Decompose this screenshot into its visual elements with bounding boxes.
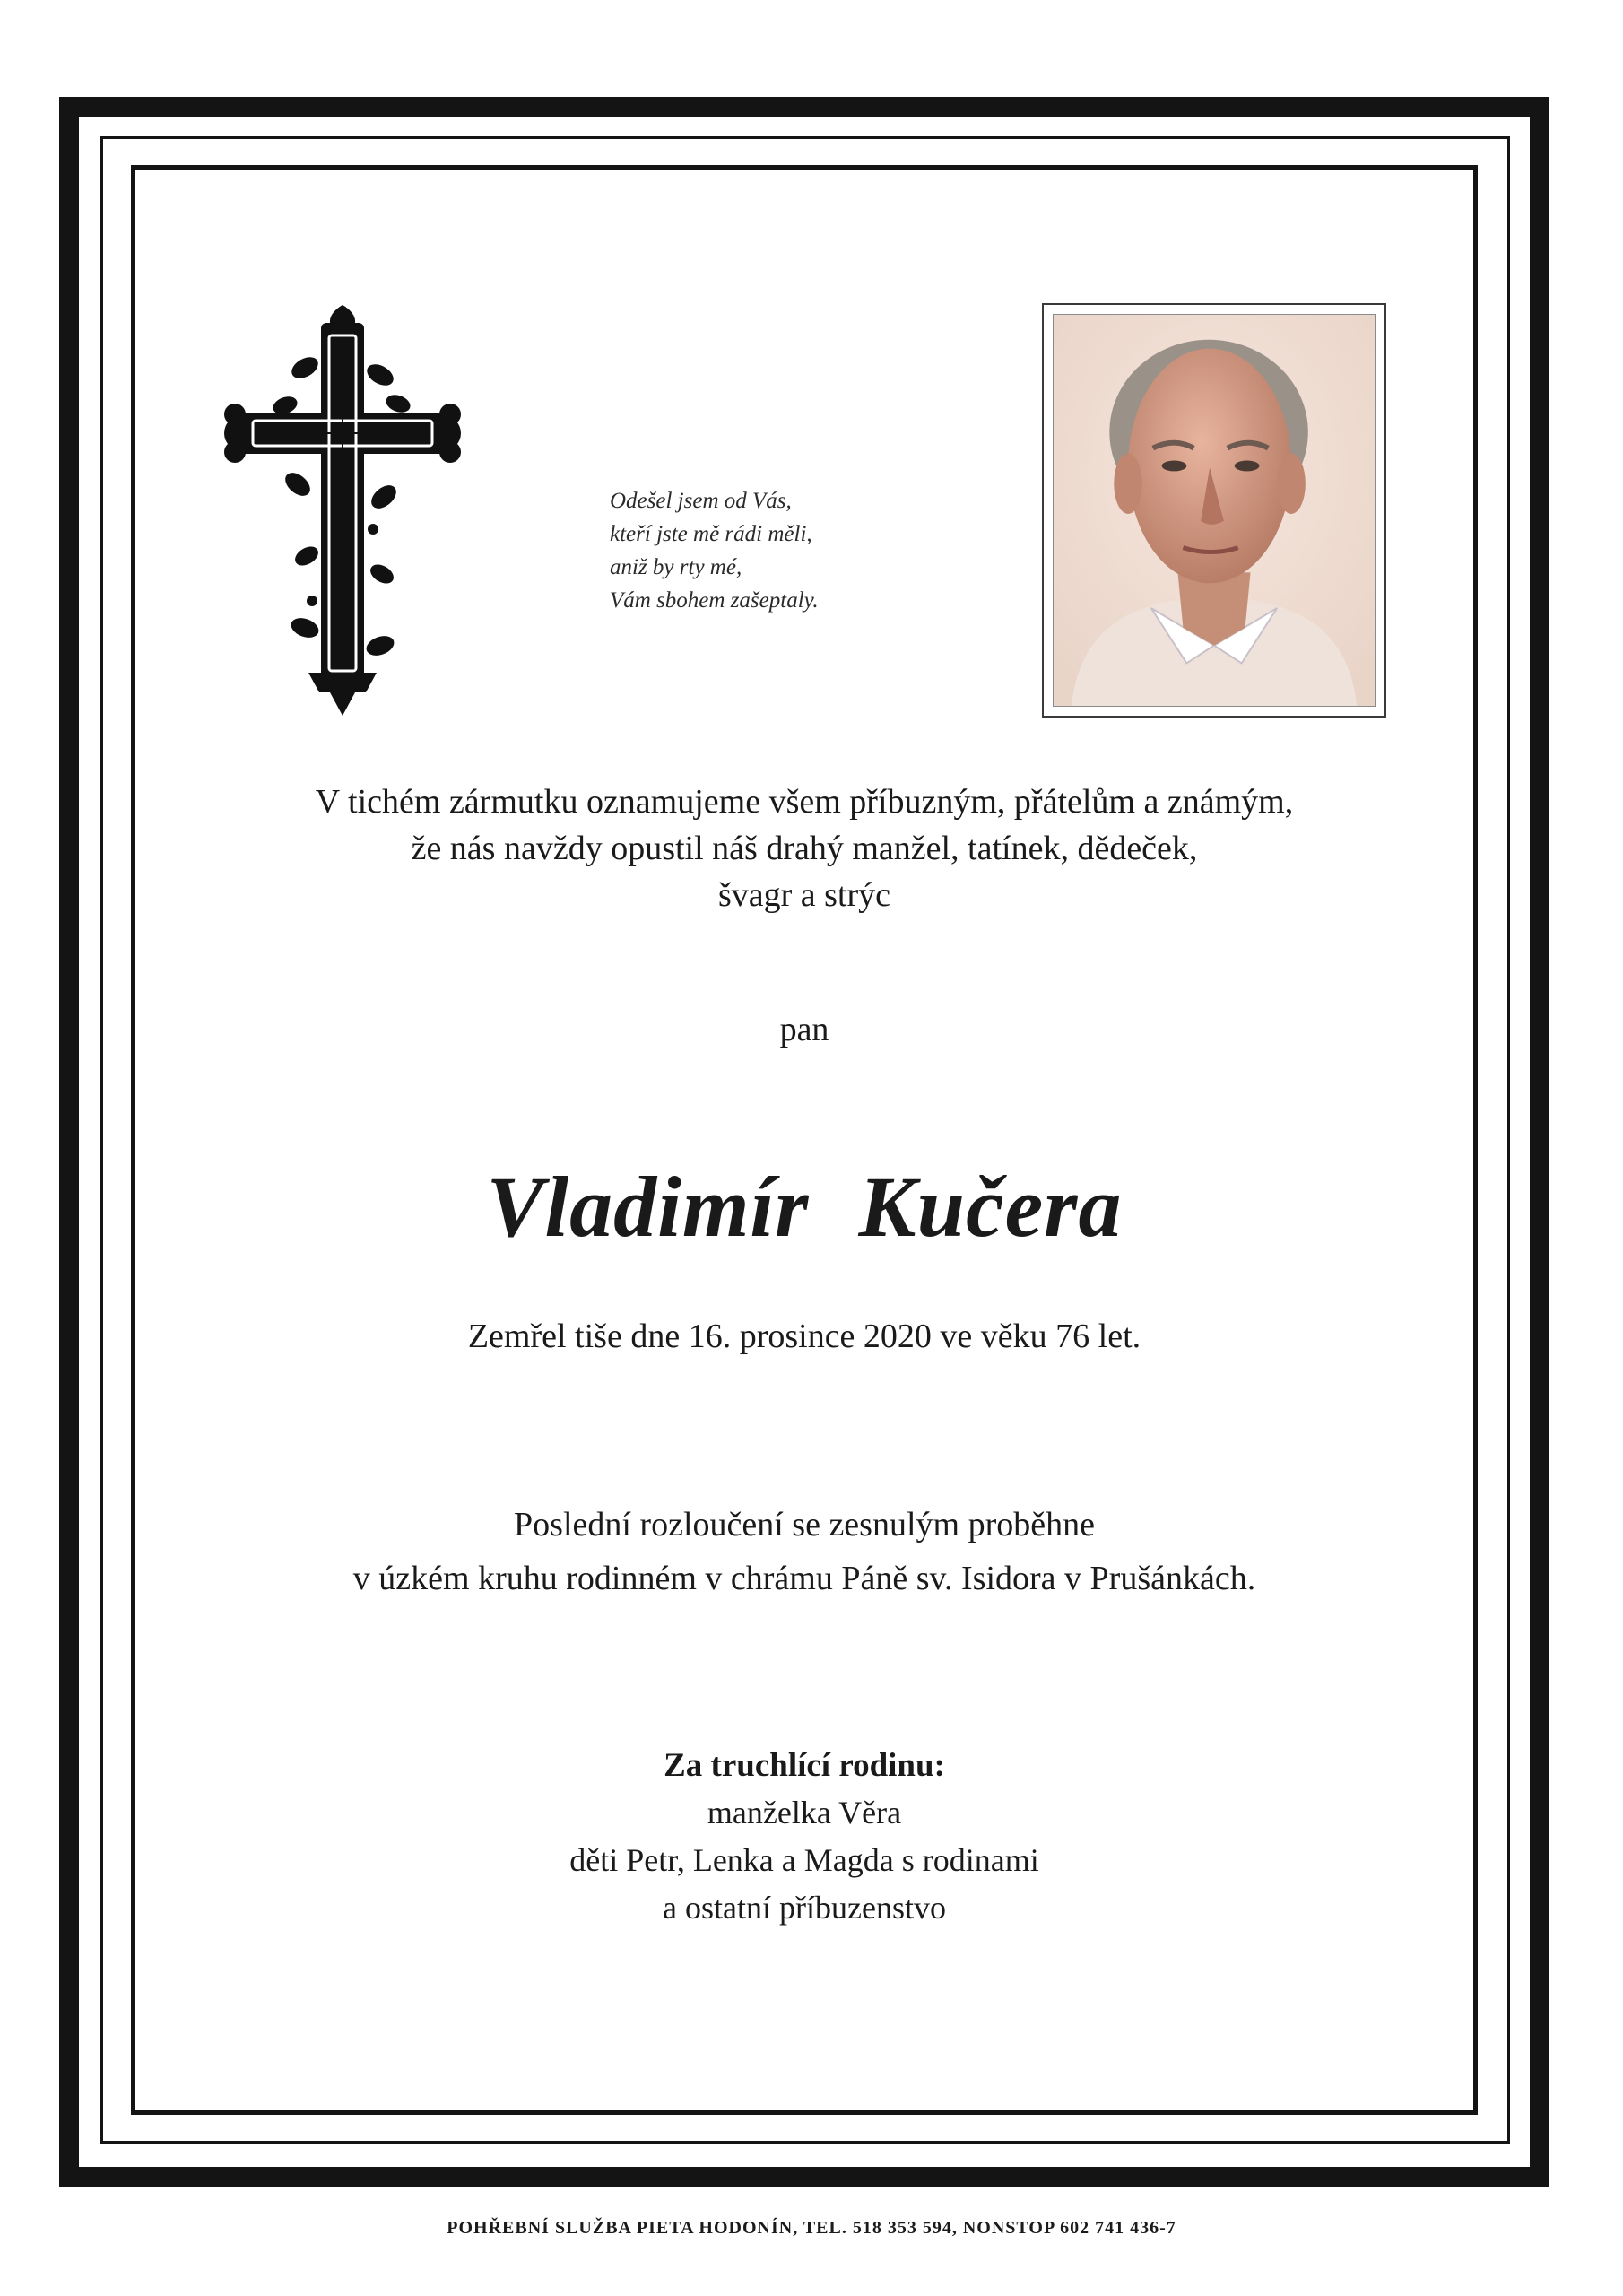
poem-line: Vám sbohem zašeptaly. xyxy=(610,588,819,613)
farewell-notice xyxy=(131,1498,1478,1605)
deceased-name xyxy=(131,1157,1478,1257)
poem-line: kteří jste mě rádi měli, xyxy=(610,522,812,546)
farewell-line: v úzkém kruhu rodinném v chrámu Páně sv. Isidora v Prušánkách. xyxy=(352,1560,1256,1597)
ornamental-cross-icon xyxy=(222,305,463,718)
family-member: děti Petr, Lenka a Magda s rodinami xyxy=(569,1842,1039,1878)
announcement xyxy=(131,778,1478,918)
farewell-line: Poslední rozloučení se zesnulým proběhne xyxy=(514,1506,1095,1544)
honorific-title: pan xyxy=(779,1011,829,1048)
memorial-poem xyxy=(610,484,933,617)
funeral-service-footer: POHŘEBNÍ SLUŽBA PIETA HODONÍN, TEL. 518 353 594, NONSTOP 602 741 436-7 xyxy=(447,2218,1176,2238)
announcement-line: V tichém zármutku oznamujeme všem příbuzným, přátelům a známým, xyxy=(315,783,1294,821)
family-member: manželka Věra xyxy=(707,1795,902,1831)
first-name: Vladimír xyxy=(486,1159,810,1255)
family-signature xyxy=(131,1742,1478,1932)
poem-line: aniž by rty mé, xyxy=(610,555,742,579)
last-name: Kučera xyxy=(858,1159,1123,1255)
family-member: a ostatní příbuzenstvo xyxy=(663,1890,946,1926)
poem-line: Odešel jsem od Vás, xyxy=(610,489,792,513)
portrait-photo xyxy=(1053,314,1376,707)
portrait-photo-frame xyxy=(1042,303,1386,718)
announcement-line: švagr a strýc xyxy=(717,876,891,914)
death-notice: Zemřel tiše dne 16. prosince 2020 ve věku 76 let. xyxy=(467,1318,1141,1355)
family-heading: Za truchlící rodinu: xyxy=(664,1747,945,1784)
announcement-line: že nás navždy opustil náš drahý manžel, tatínek, dědeček, xyxy=(411,830,1198,867)
